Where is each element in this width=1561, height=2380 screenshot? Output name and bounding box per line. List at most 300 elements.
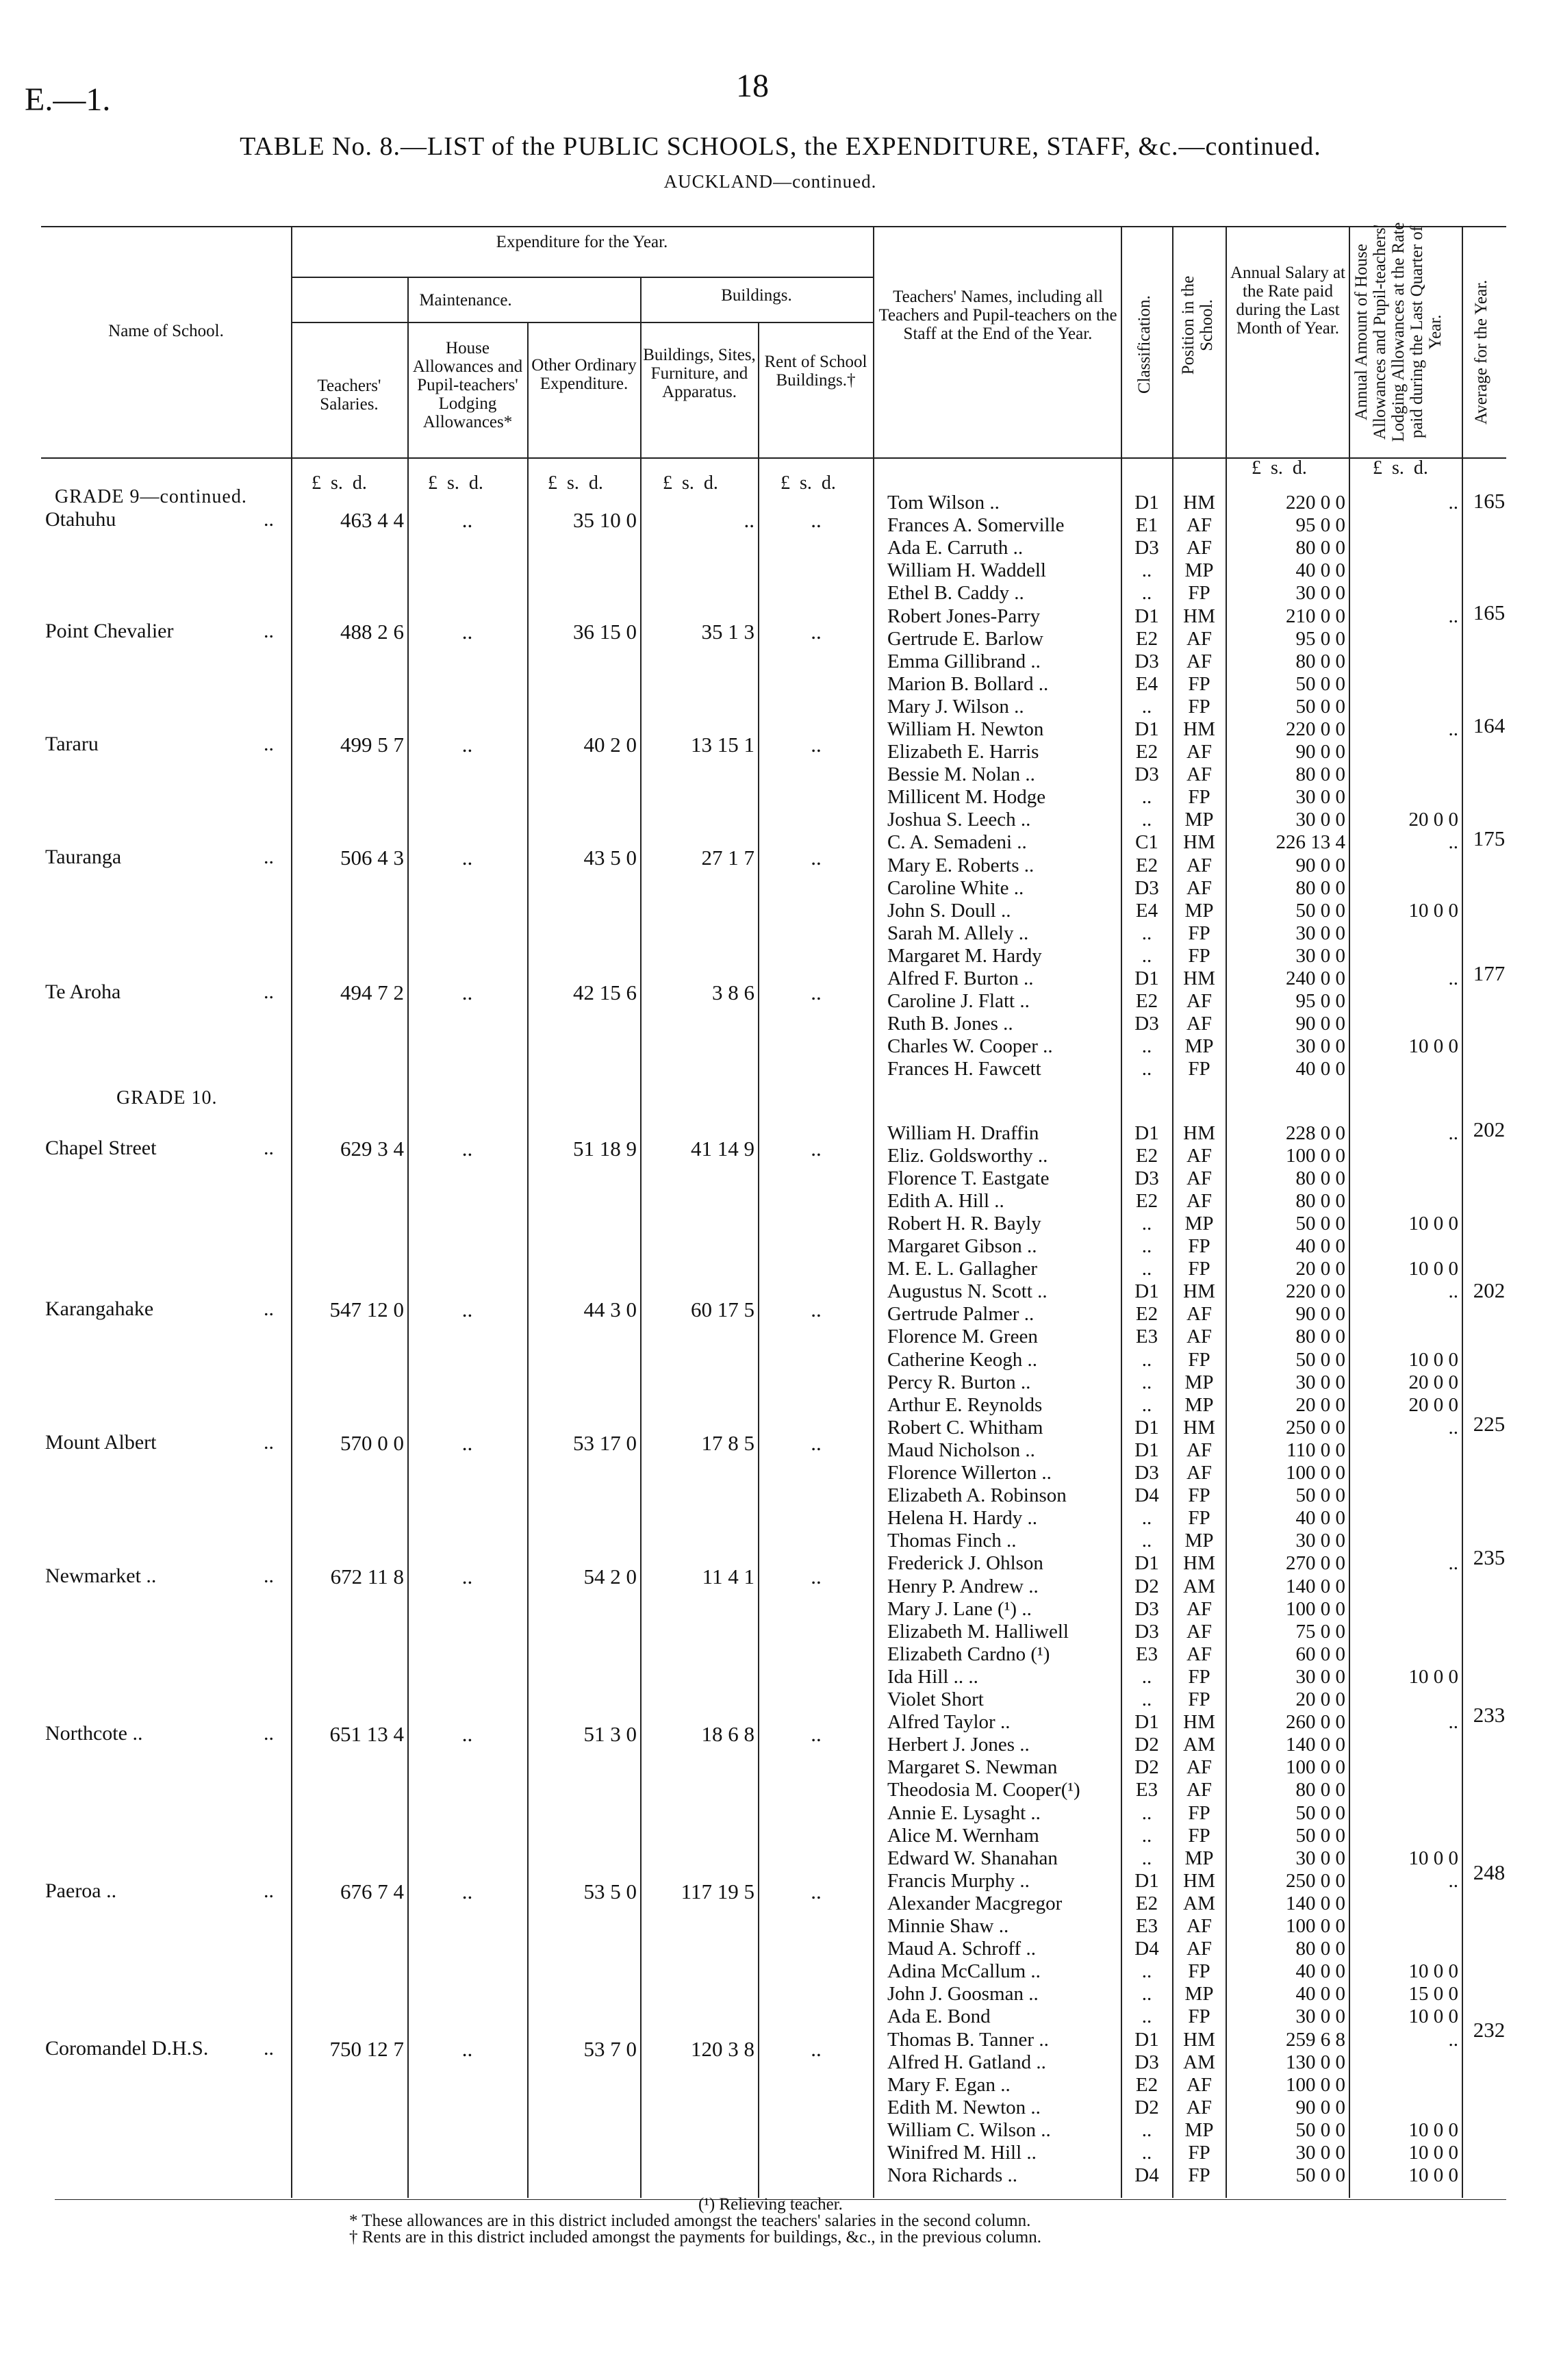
teacher-annual-salary: 30 0 0: [1295, 922, 1345, 944]
teacher-name: Ruth B. Jones ..: [887, 1013, 1013, 1035]
school-average: 175: [1473, 826, 1506, 850]
teacher-annual-salary: 95 0 0: [1295, 628, 1345, 650]
teacher-classification: D1: [1134, 1870, 1159, 1892]
teacher-classification: D2: [1134, 1575, 1159, 1597]
teacher-annual-salary: 100 0 0: [1286, 1462, 1345, 1484]
teacher-annual-salary: 30 0 0: [1295, 809, 1345, 831]
page-series: E.—1.: [25, 81, 111, 118]
teacher-position: AF: [1186, 1756, 1213, 1778]
teacher-position: AF: [1186, 1643, 1213, 1665]
vrule-names: [1121, 226, 1122, 2198]
school-salaries: 463 4 4: [340, 508, 404, 532]
teacher-annual-allowance: ..: [1448, 1280, 1458, 1302]
teacher-annual-salary: 30 0 0: [1295, 2005, 1345, 2027]
teacher-name: Nora Richards ..: [887, 2164, 1018, 2186]
teacher-position: FP: [1188, 1258, 1210, 1280]
teacher-annual-salary: 80 0 0: [1295, 537, 1345, 559]
teacher-annual-salary: 50 0 0: [1295, 1349, 1345, 1371]
teacher-classification: E2: [1135, 741, 1158, 763]
school-house-allowances: ..: [461, 846, 473, 870]
school-buildings: 3 8 6: [712, 980, 754, 1004]
teacher-classification: E2: [1135, 990, 1158, 1012]
teacher-position: MP: [1184, 559, 1214, 581]
teacher-classification: D1: [1134, 1711, 1159, 1733]
school-house-allowances: ..: [461, 1565, 473, 1588]
teacher-annual-salary: 40 0 0: [1295, 1983, 1345, 2005]
school-name: Coromandel D.H.S.: [45, 2037, 209, 2060]
teacher-name: Augustus N. Scott ..: [887, 1280, 1048, 1302]
teacher-classification: ..: [1141, 1371, 1152, 1393]
teacher-annual-allowance: 10 0 0: [1408, 2164, 1458, 2186]
teacher-position: AF: [1186, 1938, 1213, 1960]
school-buildings: 11 4 1: [702, 1565, 754, 1588]
teacher-annual-allowance: 10 0 0: [1408, 2142, 1458, 2164]
teacher-annual-salary: 100 0 0: [1286, 1145, 1345, 1167]
page-number: 18: [736, 68, 769, 104]
teacher-name: Ada E. Carruth ..: [887, 537, 1024, 559]
teacher-classification: D2: [1134, 1734, 1159, 1756]
teacher-classification: D3: [1134, 877, 1159, 899]
teacher-position: HM: [1183, 718, 1215, 740]
teacher-position: FP: [1188, 1349, 1210, 1371]
school-house-allowances: ..: [461, 1297, 473, 1321]
teacher-classification: D3: [1134, 1462, 1159, 1484]
header-buildings: Buildings.: [721, 286, 792, 305]
teacher-position: AF: [1186, 990, 1213, 1012]
school-other-expenditure: 53 7 0: [583, 2037, 637, 2061]
teacher-position: AF: [1186, 1915, 1213, 1937]
school-name: Te Aroha: [45, 980, 121, 1003]
vrule-position: [1226, 226, 1227, 2198]
teacher-classification: E3: [1135, 1643, 1158, 1665]
school-leader-dots: ..: [264, 846, 274, 868]
teacher-position: FP: [1188, 945, 1210, 967]
teacher-annual-salary: 100 0 0: [1286, 1598, 1345, 1620]
school-house-allowances: ..: [461, 2037, 473, 2061]
teacher-position: HM: [1183, 1122, 1215, 1144]
teacher-name: Robert C. Whitham: [887, 1417, 1043, 1439]
teacher-name: William C. Wilson ..: [887, 2119, 1051, 2141]
school-rent: ..: [811, 620, 822, 644]
teacher-position: AF: [1186, 537, 1213, 559]
teacher-annual-salary: 80 0 0: [1295, 1779, 1345, 1801]
teacher-annual-salary: 95 0 0: [1295, 990, 1345, 1012]
teacher-classification: ..: [1141, 945, 1152, 967]
teacher-annual-salary: 90 0 0: [1295, 854, 1345, 876]
school-house-allowances: ..: [461, 980, 473, 1004]
teacher-classification: ..: [1141, 1394, 1152, 1416]
teacher-annual-salary: 50 0 0: [1295, 696, 1345, 718]
teacher-annual-allowance: 10 0 0: [1408, 1847, 1458, 1869]
teacher-classification: ..: [1141, 1802, 1152, 1824]
teacher-position: HM: [1183, 605, 1215, 627]
unit-rent: £ s. d.: [780, 472, 836, 494]
footnote-rents: † Rents are in this district included amongst the payments for buildings, &c., in the previous column.: [349, 2228, 1041, 2246]
teacher-annual-allowance: ..: [1448, 718, 1458, 740]
school-name: Mount Albert: [45, 1431, 157, 1454]
teacher-annual-salary: 40 0 0: [1295, 559, 1345, 581]
teacher-classification: D3: [1134, 2051, 1159, 2073]
school-average: 177: [1473, 961, 1506, 985]
teacher-annual-salary: 210 0 0: [1286, 605, 1345, 627]
teacher-annual-allowance: ..: [1448, 2029, 1458, 2051]
school-salaries: 499 5 7: [340, 733, 404, 757]
teacher-classification: D4: [1134, 1938, 1159, 1960]
teacher-position: MP: [1184, 809, 1214, 831]
vrule-class: [1172, 226, 1173, 2198]
teacher-annual-salary: 130 0 0: [1286, 2051, 1345, 2073]
teacher-position: AF: [1186, 1303, 1213, 1325]
teacher-classification: ..: [1141, 582, 1152, 604]
teacher-name: Arthur E. Reynolds: [887, 1394, 1043, 1416]
teacher-position: AF: [1186, 1167, 1213, 1189]
teacher-annual-salary: 30 0 0: [1295, 1371, 1345, 1393]
teacher-name: Margaret Gibson ..: [887, 1235, 1037, 1257]
header-classification: Classification.: [1135, 295, 1154, 394]
teacher-position: FP: [1188, 1802, 1210, 1824]
teacher-classification: ..: [1141, 2142, 1152, 2164]
teacher-annual-salary: 40 0 0: [1295, 1507, 1345, 1529]
teacher-classification: ..: [1141, 1213, 1152, 1235]
school-leader-dots: ..: [264, 733, 274, 755]
teacher-annual-salary: 50 0 0: [1295, 2119, 1345, 2141]
teacher-position: AF: [1186, 1779, 1213, 1801]
school-house-allowances: ..: [461, 1879, 473, 1903]
school-other-expenditure: 53 17 0: [573, 1431, 637, 1455]
school-average: 233: [1473, 1703, 1506, 1727]
teacher-classification: ..: [1141, 1960, 1152, 1982]
school-house-allowances: ..: [461, 1431, 473, 1455]
teacher-annual-allowance: 10 0 0: [1408, 1960, 1458, 1982]
teacher-classification: D4: [1134, 1484, 1159, 1506]
teacher-annual-salary: 100 0 0: [1286, 1756, 1345, 1778]
teacher-name: Millicent M. Hodge: [887, 786, 1046, 808]
school-name: Paeroa ..: [45, 1879, 117, 1902]
teacher-name: Tom Wilson ..: [887, 492, 1000, 514]
school-salaries: 672 11 8: [330, 1565, 404, 1588]
teacher-name: Maud A. Schroff ..: [887, 1938, 1036, 1960]
teacher-annual-salary: 270 0 0: [1286, 1552, 1345, 1574]
teacher-annual-allowance: 10 0 0: [1408, 1349, 1458, 1371]
school-rent: ..: [811, 1879, 822, 1903]
teacher-annual-salary: 90 0 0: [1295, 741, 1345, 763]
teacher-annual-salary: 80 0 0: [1295, 1938, 1345, 1960]
school-average: 165: [1473, 600, 1506, 624]
teacher-classification: D1: [1134, 967, 1159, 989]
teacher-name: Maud Nicholson ..: [887, 1439, 1035, 1461]
footnote-allowances: * These allowances are in this district included amongst the teachers' salaries in the second column.: [349, 2212, 1031, 2230]
teacher-position: HM: [1183, 1552, 1215, 1574]
school-leader-dots: ..: [264, 1297, 274, 1320]
teacher-name: C. A. Semadeni ..: [887, 831, 1027, 853]
school-other-expenditure: 40 2 0: [583, 733, 637, 757]
table-title: TABLE No. 8.—LIST of the PUBLIC SCHOOLS, the EXPENDITURE, STAFF, &c.—continued.: [240, 132, 1321, 161]
school-other-expenditure: 54 2 0: [583, 1565, 637, 1588]
teacher-classification: ..: [1141, 1983, 1152, 2005]
teacher-classification: D3: [1134, 763, 1159, 785]
teacher-classification: D3: [1134, 1013, 1159, 1035]
school-leader-dots: ..: [264, 508, 274, 531]
school-name: Point Chevalier: [45, 620, 174, 642]
vrule-salary: [1349, 226, 1350, 2198]
teacher-annual-allowance: 10 0 0: [1408, 1258, 1458, 1280]
school-rent: ..: [811, 1137, 822, 1161]
school-other-expenditure: 43 5 0: [583, 846, 637, 870]
vrule-school: [291, 226, 292, 2198]
teacher-name: Annie E. Lysaght ..: [887, 1802, 1041, 1824]
teacher-annual-salary: 90 0 0: [1295, 1013, 1345, 1035]
school-average: 232: [1473, 2018, 1506, 2042]
teacher-position: FP: [1188, 673, 1210, 695]
teacher-annual-allowance: 20 0 0: [1408, 1394, 1458, 1416]
school-rent: ..: [811, 1722, 822, 1746]
teacher-name: Helena H. Hardy ..: [887, 1507, 1038, 1529]
teacher-classification: E4: [1135, 673, 1158, 695]
teacher-classification: D1: [1134, 718, 1159, 740]
teacher-name: Caroline White ..: [887, 877, 1024, 899]
teacher-annual-salary: 30 0 0: [1295, 1666, 1345, 1688]
teacher-position: AF: [1186, 2097, 1213, 2118]
school-salaries: 494 7 2: [340, 980, 404, 1004]
teacher-annual-salary: 100 0 0: [1286, 2074, 1345, 2096]
teacher-name: Herbert J. Jones ..: [887, 1734, 1030, 1756]
teacher-classification: D3: [1134, 537, 1159, 559]
teacher-position: HM: [1183, 831, 1215, 853]
teacher-classification: D1: [1134, 1122, 1159, 1144]
teacher-classification: D4: [1134, 2164, 1159, 2186]
teacher-position: HM: [1183, 1870, 1215, 1892]
teacher-annual-salary: 30 0 0: [1295, 2142, 1345, 2164]
vrule-rent: [873, 226, 874, 2198]
school-average: 225: [1473, 1412, 1506, 1436]
teacher-classification: E3: [1135, 1915, 1158, 1937]
teacher-position: MP: [1184, 900, 1214, 922]
teacher-annual-salary: 220 0 0: [1286, 718, 1345, 740]
teacher-classification: E2: [1135, 1303, 1158, 1325]
teacher-name: Mary E. Roberts ..: [887, 854, 1035, 876]
teacher-annual-salary: 30 0 0: [1295, 1035, 1345, 1057]
teacher-name: Robert H. R. Bayly: [887, 1213, 1041, 1235]
teacher-classification: D3: [1134, 1598, 1159, 1620]
teacher-name: Elizabeth M. Halliwell: [887, 1621, 1069, 1643]
school-name: Newmarket ..: [45, 1565, 157, 1587]
school-name: Otahuhu: [45, 508, 116, 531]
school-other-expenditure: 51 3 0: [583, 1722, 637, 1746]
school-average: 164: [1473, 713, 1506, 737]
teacher-annual-salary: 80 0 0: [1295, 1167, 1345, 1189]
teacher-annual-salary: 40 0 0: [1295, 1235, 1345, 1257]
school-average: 202: [1473, 1278, 1506, 1302]
teacher-classification: E3: [1135, 1326, 1158, 1347]
teacher-position: FP: [1188, 696, 1210, 718]
teacher-position: FP: [1188, 786, 1210, 808]
teacher-position: AF: [1186, 1013, 1213, 1035]
teacher-name: Margaret M. Hardy: [887, 945, 1042, 967]
school-salaries: 547 12 0: [329, 1297, 404, 1321]
teacher-annual-allowance: ..: [1448, 492, 1458, 514]
teacher-name: Ada E. Bond: [887, 2005, 991, 2027]
school-buildings: 60 17 5: [691, 1297, 754, 1321]
teacher-annual-allowance: ..: [1448, 1870, 1458, 1892]
teacher-classification: E2: [1135, 854, 1158, 876]
unit-other: £ s. d.: [548, 472, 603, 494]
teacher-name: Elizabeth Cardno (¹): [887, 1643, 1050, 1665]
teacher-position: MP: [1184, 1371, 1214, 1393]
teacher-classification: ..: [1141, 786, 1152, 808]
teacher-annual-salary: 50 0 0: [1295, 2164, 1345, 2186]
teacher-name: Frederick J. Ohlson: [887, 1552, 1043, 1574]
teacher-annual-allowance: ..: [1448, 605, 1458, 627]
header-house-allowances: House Allowances and Pupil-teachers' Lodging Allowances*: [412, 339, 523, 431]
school-salaries: 488 2 6: [340, 620, 404, 644]
teacher-name: John S. Doull ..: [887, 900, 1011, 922]
teacher-annual-salary: 140 0 0: [1286, 1892, 1345, 1914]
teacher-position: AF: [1186, 650, 1213, 672]
teacher-position: HM: [1183, 967, 1215, 989]
teacher-classification: D3: [1134, 650, 1159, 672]
table-subtitle: AUCKLAND—continued.: [663, 171, 877, 192]
school-buildings: 41 14 9: [691, 1137, 754, 1161]
school-other-expenditure: 42 15 6: [573, 980, 637, 1004]
teacher-position: FP: [1188, 2164, 1210, 2186]
teacher-classification: ..: [1141, 559, 1152, 581]
teacher-classification: E1: [1135, 514, 1158, 536]
teacher-classification: D1: [1134, 2029, 1159, 2051]
teacher-classification: ..: [1141, 2119, 1152, 2141]
teacher-position: AF: [1186, 1190, 1213, 1212]
teacher-classification: ..: [1141, 1825, 1152, 1847]
teacher-position: AM: [1183, 2051, 1215, 2073]
maintenance-rule: [291, 322, 873, 323]
teacher-annual-salary: 228 0 0: [1286, 1122, 1345, 1144]
teacher-annual-allowance: 20 0 0: [1408, 1371, 1458, 1393]
header-teachers-salaries: Teachers' Salaries.: [317, 377, 381, 414]
teacher-annual-allowance: 10 0 0: [1408, 1666, 1458, 1688]
teacher-position: FP: [1188, 1688, 1210, 1710]
school-name: Northcote ..: [45, 1722, 143, 1745]
teacher-annual-salary: 50 0 0: [1295, 673, 1345, 695]
teacher-annual-salary: 90 0 0: [1295, 1303, 1345, 1325]
expenditure-rule: [291, 277, 873, 278]
teacher-name: M. E. L. Gallagher: [887, 1258, 1038, 1280]
teacher-annual-salary: 40 0 0: [1295, 1960, 1345, 1982]
teacher-annual-salary: 80 0 0: [1295, 1326, 1345, 1347]
teacher-position: AF: [1186, 854, 1213, 876]
school-salaries: 651 13 4: [329, 1722, 404, 1746]
teacher-name: Minnie Shaw ..: [887, 1915, 1009, 1937]
teacher-position: FP: [1188, 2005, 1210, 2027]
teacher-classification: E2: [1135, 1892, 1158, 1914]
unit-house: £ s. d.: [428, 472, 483, 494]
teacher-name: Gertrude E. Barlow: [887, 628, 1043, 650]
teacher-position: AF: [1186, 1439, 1213, 1461]
teacher-annual-salary: 80 0 0: [1295, 763, 1345, 785]
teacher-name: Alexander Macgregor: [887, 1892, 1063, 1914]
school-rent: ..: [811, 2037, 822, 2061]
teacher-annual-allowance: 10 0 0: [1408, 2119, 1458, 2141]
school-leader-dots: ..: [264, 1137, 274, 1159]
school-other-expenditure: 36 15 0: [573, 620, 637, 644]
teacher-annual-salary: 226 13 4: [1276, 831, 1345, 853]
teacher-name: Alfred Taylor ..: [887, 1711, 1011, 1733]
teacher-annual-salary: 80 0 0: [1295, 650, 1345, 672]
school-house-allowances: ..: [461, 1722, 473, 1746]
teacher-position: AM: [1183, 1892, 1215, 1914]
header-teachers-names: Teachers' Names, including all Teachers and Pupil-teachers on the Staff at the End of the Year.: [878, 288, 1117, 343]
teacher-classification: ..: [1141, 1530, 1152, 1552]
teacher-name: William H. Draffin: [887, 1122, 1039, 1144]
teacher-classification: ..: [1141, 1847, 1152, 1869]
teacher-annual-allowance: 20 0 0: [1408, 809, 1458, 831]
teacher-annual-allowance: ..: [1448, 1552, 1458, 1574]
teacher-position: HM: [1183, 2029, 1215, 2051]
teacher-name: Alice M. Wernham: [887, 1825, 1039, 1847]
teacher-name: Mary J. Lane (¹) ..: [887, 1598, 1032, 1620]
school-rent: ..: [811, 508, 822, 532]
school-salaries: 629 3 4: [340, 1137, 404, 1161]
teacher-annual-salary: 50 0 0: [1295, 1802, 1345, 1824]
teacher-name: Thomas Finch ..: [887, 1530, 1017, 1552]
school-leader-dots: ..: [264, 1431, 274, 1454]
teacher-name: Francis Murphy ..: [887, 1870, 1030, 1892]
teacher-classification: ..: [1141, 1235, 1152, 1257]
teacher-classification: D3: [1134, 1621, 1159, 1643]
unit-salaries: £ s. d.: [312, 472, 367, 494]
teacher-classification: D2: [1134, 2097, 1159, 2118]
school-other-expenditure: 53 5 0: [583, 1879, 637, 1903]
vrule-salaries: [407, 277, 409, 2198]
teacher-name: Emma Gillibrand ..: [887, 650, 1041, 672]
teacher-classification: ..: [1141, 1058, 1152, 1080]
teacher-classification: ..: [1141, 922, 1152, 944]
teacher-name: Ida Hill .. ..: [887, 1666, 978, 1688]
teacher-position: AF: [1186, 763, 1213, 785]
teacher-name: Robert Jones-Parry: [887, 605, 1041, 627]
teacher-position: AM: [1183, 1734, 1215, 1756]
school-name: Karangahake: [45, 1297, 154, 1320]
teacher-position: HM: [1183, 1417, 1215, 1439]
teacher-annual-salary: 50 0 0: [1295, 900, 1345, 922]
school-leader-dots: ..: [264, 1879, 274, 1902]
teacher-position: AF: [1186, 514, 1213, 536]
school-house-allowances: ..: [461, 508, 473, 532]
teacher-name: Sarah M. Allely ..: [887, 922, 1029, 944]
school-buildings: 18 6 8: [701, 1722, 754, 1746]
unit-annual-allowances: £ s. d.: [1373, 457, 1428, 479]
school-other-expenditure: 35 10 0: [573, 508, 637, 532]
school-rent: ..: [811, 980, 822, 1004]
header-average: Average for the Year.: [1472, 279, 1490, 425]
header-top-rule: [41, 226, 1506, 227]
teacher-annual-salary: 250 0 0: [1286, 1417, 1345, 1439]
teacher-annual-allowance: ..: [1448, 1711, 1458, 1733]
school-rent: ..: [811, 1297, 822, 1321]
teacher-position: AF: [1186, 1621, 1213, 1643]
school-leader-dots: ..: [264, 1565, 274, 1587]
teacher-position: AF: [1186, 1598, 1213, 1620]
school-buildings: 35 1 3: [701, 620, 754, 644]
teacher-annual-salary: 140 0 0: [1286, 1575, 1345, 1597]
teacher-annual-salary: 50 0 0: [1295, 1825, 1345, 1847]
teacher-classification: E4: [1135, 900, 1158, 922]
teacher-classification: ..: [1141, 1349, 1152, 1371]
teacher-name: Frances A. Somerville: [887, 514, 1065, 536]
teacher-annual-salary: 250 0 0: [1286, 1870, 1345, 1892]
teacher-annual-salary: 90 0 0: [1295, 2097, 1345, 2118]
teacher-annual-salary: 30 0 0: [1295, 1530, 1345, 1552]
teacher-annual-allowance: 10 0 0: [1408, 900, 1458, 922]
teacher-position: FP: [1188, 1484, 1210, 1506]
